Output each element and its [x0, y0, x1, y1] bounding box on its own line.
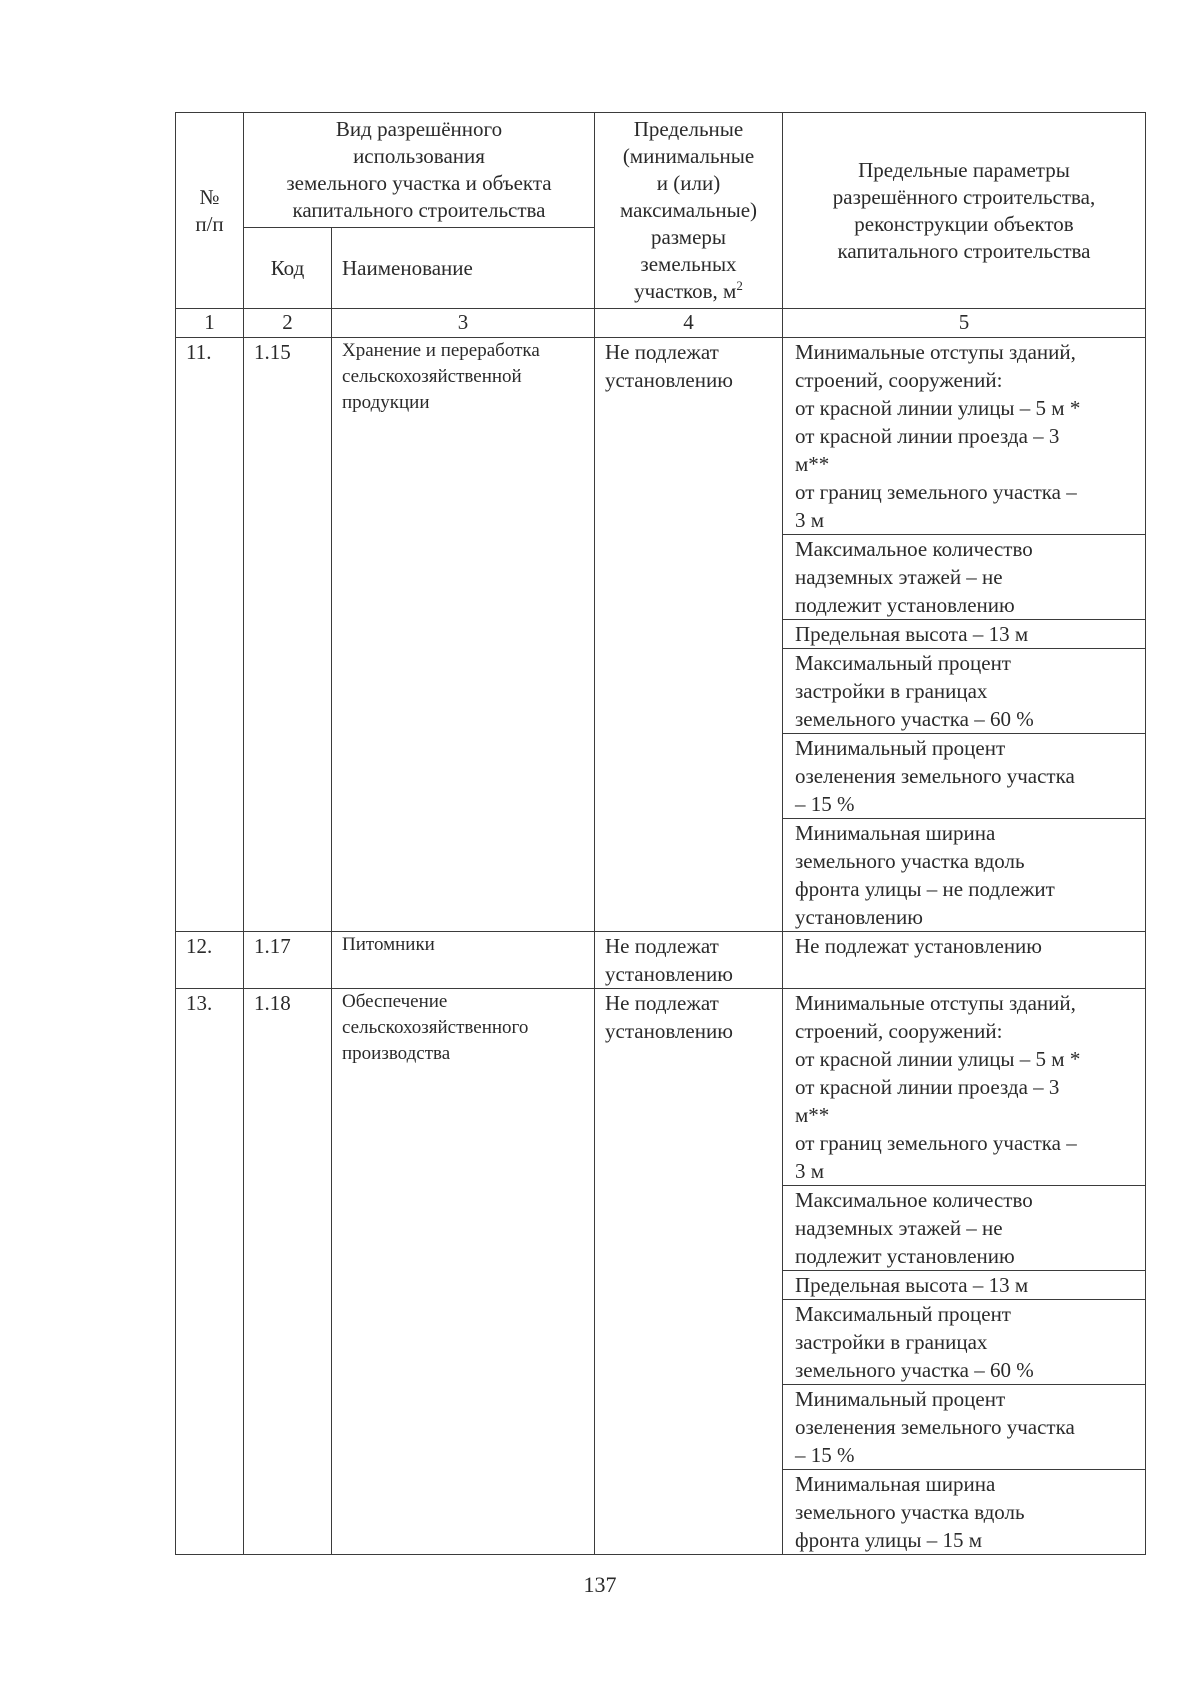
text-line: озеленения земельного участка	[795, 764, 1075, 788]
row-name	[332, 932, 595, 989]
text-line: установлению	[605, 962, 733, 986]
row-code: 1.18	[244, 989, 332, 1555]
row-parameter	[783, 1470, 1146, 1555]
text-line: Предельная высота – 13 м	[795, 622, 1029, 646]
text-line: установлению	[605, 368, 733, 392]
column-number: 5	[783, 309, 1146, 338]
row-code: 1.15	[244, 338, 332, 932]
text-line: использования	[353, 144, 485, 168]
row-number: 11.	[176, 338, 244, 932]
text-line: Минимальная ширина	[795, 1472, 996, 1496]
text-line: Максимальный процент	[795, 651, 1011, 675]
header-params	[783, 113, 1146, 309]
column-number: 3	[332, 309, 595, 338]
text-line: – 15 %	[795, 792, 855, 816]
text-line: земельного участка вдоль	[795, 849, 1025, 873]
text-line: Хранение и переработка	[342, 340, 540, 361]
text-line: от границ земельного участка –	[795, 1131, 1077, 1155]
text-line: Максимальный процент	[795, 1302, 1011, 1326]
text-line: разрешённого строительства,	[832, 184, 1096, 209]
header-plot-size	[595, 113, 783, 309]
column-number: 1	[176, 309, 244, 338]
text-line: п/п	[195, 211, 224, 236]
row-parameter	[783, 1186, 1146, 1271]
header-usage-type	[244, 113, 595, 228]
row-plot-size	[595, 338, 783, 932]
text-line: застройки в границах	[795, 1330, 988, 1354]
text-line: Предельные параметры	[858, 157, 1070, 182]
text-line: подлежит установлению	[795, 593, 1015, 617]
text-line: Питомники	[342, 934, 435, 955]
table-body	[176, 113, 1146, 1555]
text-line: земельного участка вдоль	[795, 1500, 1025, 1524]
row-parameter	[783, 1300, 1146, 1385]
text-line: земельного участка и объекта	[286, 171, 552, 195]
header-name: Наименование	[332, 228, 595, 309]
text-line: капитального строительства	[837, 238, 1091, 263]
text-line: 3 м	[795, 508, 825, 532]
text-line: Минимальный процент	[795, 1387, 1006, 1411]
text-line: Минимальная ширина	[795, 821, 996, 845]
text-line: от красной линии улицы – 5 м *	[795, 396, 1081, 420]
text-line: и (или)	[656, 171, 721, 195]
text-line: установлению	[605, 1019, 733, 1043]
text-line: №	[199, 184, 220, 209]
text-line: от красной линии проезда – 3	[795, 424, 1060, 448]
text-line: производства	[342, 1043, 451, 1064]
text-line: Предельная высота – 13 м	[795, 1273, 1029, 1297]
table-row	[176, 989, 1146, 1186]
text-line: реконструкции объектов	[854, 211, 1074, 236]
text-line: Вид разрешённого	[335, 117, 503, 141]
row-parameter	[783, 819, 1146, 932]
table-row	[176, 932, 1146, 989]
zoning-table	[175, 112, 1146, 1555]
text-line: Не подлежат установлению	[795, 934, 1042, 958]
row-parameter	[783, 734, 1146, 819]
text-line: земельных	[640, 252, 737, 276]
text-line: Не подлежат	[605, 934, 719, 958]
text-line: надземных этажей – не	[795, 565, 1003, 589]
text-line: фронта улицы – 15 м	[795, 1528, 983, 1552]
row-parameter	[783, 1271, 1146, 1300]
row-name	[332, 338, 595, 932]
row-parameter	[783, 535, 1146, 620]
column-number: 2	[244, 309, 332, 338]
row-parameter	[783, 932, 1146, 989]
header-num	[176, 113, 244, 309]
text-line: капитального строительства	[292, 198, 546, 222]
text-line: размеры	[650, 225, 727, 249]
text-line: Предельные	[633, 117, 744, 141]
text-line: сельскохозяйственного	[342, 1017, 529, 1038]
header-code: Код	[244, 228, 332, 309]
row-plot-size	[595, 989, 783, 1555]
text-line: фронта улицы – не подлежит	[795, 877, 1055, 901]
text-line: максимальные)	[619, 198, 758, 222]
superscript: 2	[736, 278, 743, 293]
column-numbers-row	[176, 309, 1146, 338]
row-parameter	[783, 989, 1146, 1186]
text-line: Минимальные отступы зданий,	[795, 340, 1076, 364]
text-line: Не подлежат	[605, 991, 719, 1015]
header-row	[176, 113, 1146, 228]
text-line: строений, сооружений:	[795, 368, 1003, 392]
row-parameter	[783, 338, 1146, 535]
text-line: (минимальные	[622, 144, 755, 168]
text-line: Обеспечение	[342, 991, 448, 1012]
text-line: земельного участка – 60 %	[795, 1358, 1034, 1382]
text-line: от границ земельного участка –	[795, 480, 1077, 504]
text-line: участков, $м^2$	[634, 278, 743, 303]
text-line: Минимальные отступы зданий,	[795, 991, 1076, 1015]
text-line: сельскохозяйственной	[342, 366, 522, 387]
row-parameter	[783, 620, 1146, 649]
row-parameter	[783, 649, 1146, 734]
text-line: Минимальный процент	[795, 736, 1006, 760]
row-code: 1.17	[244, 932, 332, 989]
row-number: 13.	[176, 989, 244, 1555]
text-line: Максимальное количество	[795, 1188, 1033, 1212]
text-line: Не подлежат	[605, 340, 719, 364]
text-line: от красной линии улицы – 5 м *	[795, 1047, 1081, 1071]
text-line: 3 м	[795, 1159, 825, 1183]
text-line: м**	[795, 452, 830, 476]
text-line: озеленения земельного участка	[795, 1415, 1075, 1439]
text-line: земельного участка – 60 %	[795, 707, 1034, 731]
text-line: Максимальное количество	[795, 537, 1033, 561]
text-line: строений, сооружений:	[795, 1019, 1003, 1043]
row-name	[332, 989, 595, 1555]
text-line: застройки в границах	[795, 679, 988, 703]
table-row	[176, 338, 1146, 535]
text-line: установлению	[795, 905, 923, 929]
text-line: от красной линии проезда – 3	[795, 1075, 1060, 1099]
text-line: надземных этажей – не	[795, 1216, 1003, 1240]
row-number: 12.	[176, 932, 244, 989]
text-line: – 15 %	[795, 1443, 855, 1467]
text-line: подлежит установлению	[795, 1244, 1015, 1268]
row-parameter	[783, 1385, 1146, 1470]
page-number: 137	[583, 1572, 617, 1597]
text-line: м**	[795, 1103, 830, 1127]
column-number: 4	[595, 309, 783, 338]
text-line: продукции	[342, 392, 430, 413]
row-plot-size	[595, 932, 783, 989]
